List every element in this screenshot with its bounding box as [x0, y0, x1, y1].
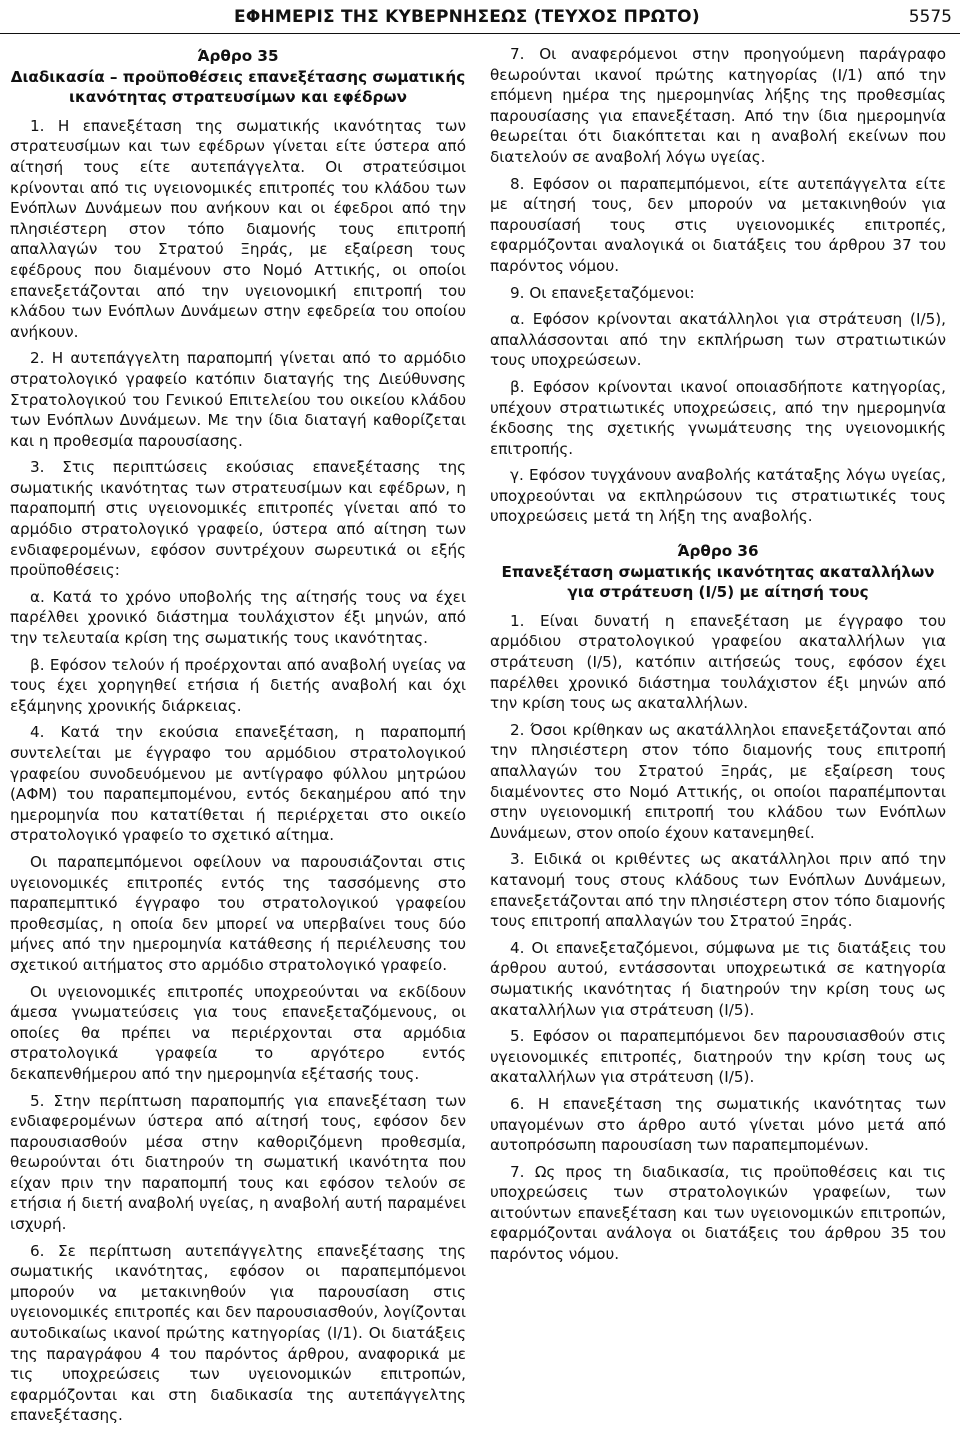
article-35-paragraph: 4. Κατά την εκούσια επανεξέταση, η παραπομπή συντελείται με έγγραφο του αρμόδιου στρατολογικού γραφείου συνοδευόμενου με αντίγραφο φύλλου μητρώου (ΑΦΜ) του παραπεμπομένου, εντός δεκαημέρου από την ημερομηνία που κατατίθεται ή περιέρχεται στο οικείο στρατολογικό γραφείο το σχετικό αίτημα. [10, 723, 466, 845]
article-35-title: Διαδικασία – προϋποθέσεις επανεξέτασης σωματικής ικανότητας στρατευσίμων και εφέδρων [10, 67, 466, 107]
article-35-paragraph: 3. Στις περιπτώσεις εκούσιας επανεξέτασης της σωματικής ικανότητας των στρατευσίμων και εφέδρων, η παραπομπή στις υγειονομικές επιτροπές γίνεται από το αρμόδιο στρατολογικό γραφείο, ύστερα από αίτηση των ενδιαφερομένων, εφόσον συντρέχουν σωρευτικά οι εξής προϋποθέσεις: [10, 458, 466, 580]
article-35-paragraph: γ. Εφόσον τυγχάνουν αναβολής κατάταξης λόγω υγείας, υποχρεούνται να εκπληρώσουν τις στρατιωτικές τους υποχρεώσεις μετά τη λήξη της αναβολής. [490, 466, 946, 526]
article-36-paragraph: 5. Εφόσον οι παραπεμπόμενοι δεν παρουσιασθούν στις υγειονομικές επιτροπές, διατηρούν την κρίση τους ως ακαταλλήλων για στράτευση (Ι/5). [490, 1027, 946, 1087]
article-35-paragraph: 7. Οι αναφερόμενοι στην προηγούμενη παράγραφο θεωρούνται ικανοί πρώτης κατηγορίας (Ι/1) από την επόμενη ημέρα της ημερομηνίας λήξης της προθεσμίας παρουσίασης για επανεξέταση. Από την ίδια ημερομηνία θεωρείται ότι διακόπτεται και η αναβολή εκείνων που διατελούν σε αναβολή λόγω υγείας. [490, 45, 946, 166]
article-35-paragraph: 1. Η επανεξέταση της σωματικής ικανότητας των στρατευσίμων και των εφέδρων γίνεται είτε ύστερα από αίτησή τους είτε αυτεπάγγελτα. Οι στρατεύσιμοι κρίνονται από τις υγειονομικές επιτροπές του κλάδου των Ενόπλων Δυνάμεων που ανήκουν και οι έφεδροι από την πλησιέστερη στον τόπο διαμονής τους επιτροπή απαλλαγών του Στρατού Ξηράς, με εξαίρεση τους εφέδρους που διαμένουν στο Νομό Αττικής, οι οποίοι επανεξετάζονται από την υγειονομική επιτροπή του κλάδου των Ενόπλων Δυνάμεων στην εφεδρεία του οποίου ανήκουν. [10, 116, 466, 341]
page-header [0, 0, 960, 34]
page-number: 5575 [908, 6, 952, 27]
article-35-paragraph: Οι υγειονομικές επιτροπές υποχρεούνται να εκδίδουν άμεσα γνωματεύσεις για τους επανεξεταζόμενους, οι οποίες θα πρέπει να περιέρχονται στα αρμόδια στρατολογικά γραφεία το αργότερο εντός δεκαπενθήμερου από την ημερομηνία εξέτασής τους. [10, 982, 466, 1083]
article-35-paragraph: α. Εφόσον κρίνονται ακατάλληλοι για στράτευση (Ι/5), απαλλάσσονται από την εκπλήρωση των στρατιωτικών τους υποχρεώσεων. [490, 310, 946, 370]
article-36-paragraph: 6. Η επανεξέταση της σωματικής ικανότητας των υπαγομένων στο άρθρο αυτό γίνεται μόνο μετά από αυτοπρόσωπη παρουσίαση των παραπεμπομένων. [490, 1094, 946, 1155]
article-35-paragraph: 8. Εφόσον οι παραπεμπόμενοι, είτε αυτεπάγγελτα είτε με αίτησή τους, δεν μπορούν να μετακινηθούν για παρουσίασή τους στις υγειονομικές επιτροπές, εφαρμόζονται αναλογικά οι διατάξεις του άρθρου 37 του παρόντος νόμου. [490, 174, 946, 275]
article-36-heading [490, 541, 946, 603]
gazette-title: ΕΦΗΜΕΡΙΣ ΤΗΣ ΚΥΒΕΡΝΗΣΕΩΣ (ΤΕΥΧΟΣ ΠΡΩΤΟ) [234, 6, 700, 27]
article-36-number: Άρθρο 36 [677, 542, 759, 561]
article-35-paragraph: 5. Στην περίπτωση παραπομπής για επανεξέταση των ενδιαφερομένων ύστερα από αίτησή τους, εφόσον δεν παρουσιασθούν μέσα στην καθοριζόμενη προθεσμία, θεωρούνται ότι διατηρούν τη σωματική ικανότητα που είχαν πριν την παραπομπή τους και εφόσον τελούν σε ετήσια ή διετή αναβολή υγείας, η αναβολή αυτή παραμένει ισχυρή. [10, 1091, 466, 1234]
article-36-paragraph: 4. Οι επανεξεταζόμενοι, σύμφωνα με τις διατάξεις του άρθρου αυτού, εντάσσονται υποχρεωτικά σε κατηγορία σωματικής ικανότητας ή διατηρούν την κρίση τους ως ακαταλλήλων για στράτευση (Ι/5). [490, 938, 946, 1019]
article-35-paragraph: β. Εφόσον κρίνονται ικανοί οποιασδήποτε κατηγορίας, υπέχουν στρατιωτικές υποχρεώσεις, από την ημερομηνία έκδοσης της σχετικής γνωμάτευσης της υγειονομικής επιτροπής. [490, 377, 946, 458]
left-column [10, 44, 466, 1424]
article-35-paragraph: α. Κατά το χρόνο υποβολής της αίτησής τους να έχει παρέλθει χρονικό διάστημα τουλάχιστον έξι μηνών, από την τελευταία κρίση της σωματικής τους ικανότητας. [10, 587, 466, 648]
article-35-paragraph: 6. Σε περίπτωση αυτεπάγγελτης επανεξέτασης της σωματικής ικανότητας, εφόσον οι παραπεμπόμενοι μπορούν να μετακινηθούν για παρουσίαση στις υγειονομικές επιτροπές και δεν παρουσιασθούν, λογίζονται αυτοδικαίως ικανοί πρώτης κατηγορίας (Ι/1). Οι διατάξεις της παραγράφου 4 του παρόντος άρθρου, αναφορικά με τις υποχρεώσεις των υγειονομικών επιτροπών, εφαρμόζονται και στη διαδικασία της αυτεπάγγελτης επανεξέτασης. [10, 1241, 466, 1424]
article-36-paragraph: 1. Είναι δυνατή η επανεξέταση με έγγραφο του αρμόδιου στρατολογικού γραφείου ακαταλλήλων για στράτευση (Ι/5), κατόπιν αιτήσεώς τους, εφόσον έχει παρέλθει χρονικό διάστημα τουλάχιστον έξι μηνών από την κρίση τους ως ακαταλλήλων. [490, 611, 946, 713]
article-35-paragraph: 9. Οι επανεξεταζόμενοι: [510, 283, 695, 302]
article-36-paragraph: 7. Ως προς τη διαδικασία, τις προϋποθέσεις και τις υποχρεώσεις των στρατολογικών γραφείων, των αιτούντων επανεξέταση και των υγειονομικών επιτροπών, εφαρμόζονται ανάλογα οι διατάξεις του άρθρου 35 του παρόντος νόμου. [490, 1162, 946, 1264]
article-36-title: Επανεξέταση σωματικής ικανότητας ακαταλλήλων για στράτευση (Ι/5) με αίτησή τους [501, 562, 935, 602]
article-35-paragraph: β. Εφόσον τελούν ή προέρχονται από αναβολή υγείας να τους έχει χορηγηθεί ετήσια ή διετής αναβολή και όχι εξάμηνης χρονικής διάρκειας. [10, 655, 466, 715]
article-36-paragraph: 2. Όσοι κρίθηκαν ως ακατάλληλοι επανεξετάζονται από την πλησιέστερη στον τόπο διαμονής τους επιτροπή απαλλαγών του Στρατού Ξηράς, με εξαίρεση τους διαμένοντες στο Νομό Αττικής, οι οποίοι παραπέμπονται στην υγειονομική επιτροπή του κλάδου των Ενόπλων Δυνάμεων, στον οποίο έχουν κατανεμηθεί. [490, 720, 946, 842]
article-35-paragraph: Οι παραπεμπόμενοι οφείλουν να παρουσιάζονται στις υγειονομικές επιτροπές εντός της τασσόμενης στο παραπεμπτικό έγγραφο του στρατολογικού γραφείου προθεσμίας, η οποία δεν μπορεί να υπερβαίνει τους δύο μήνες από την ημερομηνία κατάθεσης ή περιέλευσης του σχετικού αιτήματος στο αρμόδιο στρατολογικό γραφείο. [10, 852, 466, 974]
article-35-paragraph: 2. Η αυτεπάγγελτη παραπομπή γίνεται από το αρμόδιο στρατολογικό γραφείο κατόπιν διαταγής της Διεύθυνσης Στρατολογικού του Γενικού Επιτελείου του οικείου κλάδου των Ενόπλων Δυνάμεων. Με την ίδια διαταγή καθορίζεται και η προθεσμία παρουσίασης. [10, 349, 466, 450]
article-35-heading [10, 46, 466, 108]
article-36-paragraph: 3. Ειδικά οι κριθέντες ως ακατάλληλοι πριν από την κατανομή τους στους κλάδους των Ενόπλων Δυνάμεων, επανεξετάζονται από την πλησιέστερη στον τόπο διαμονής τους επιτροπή απαλλαγών του Στρατού Ξηράς. [490, 850, 946, 931]
article-35-number: Άρθρο 35 [197, 47, 279, 65]
right-column [490, 44, 946, 1424]
